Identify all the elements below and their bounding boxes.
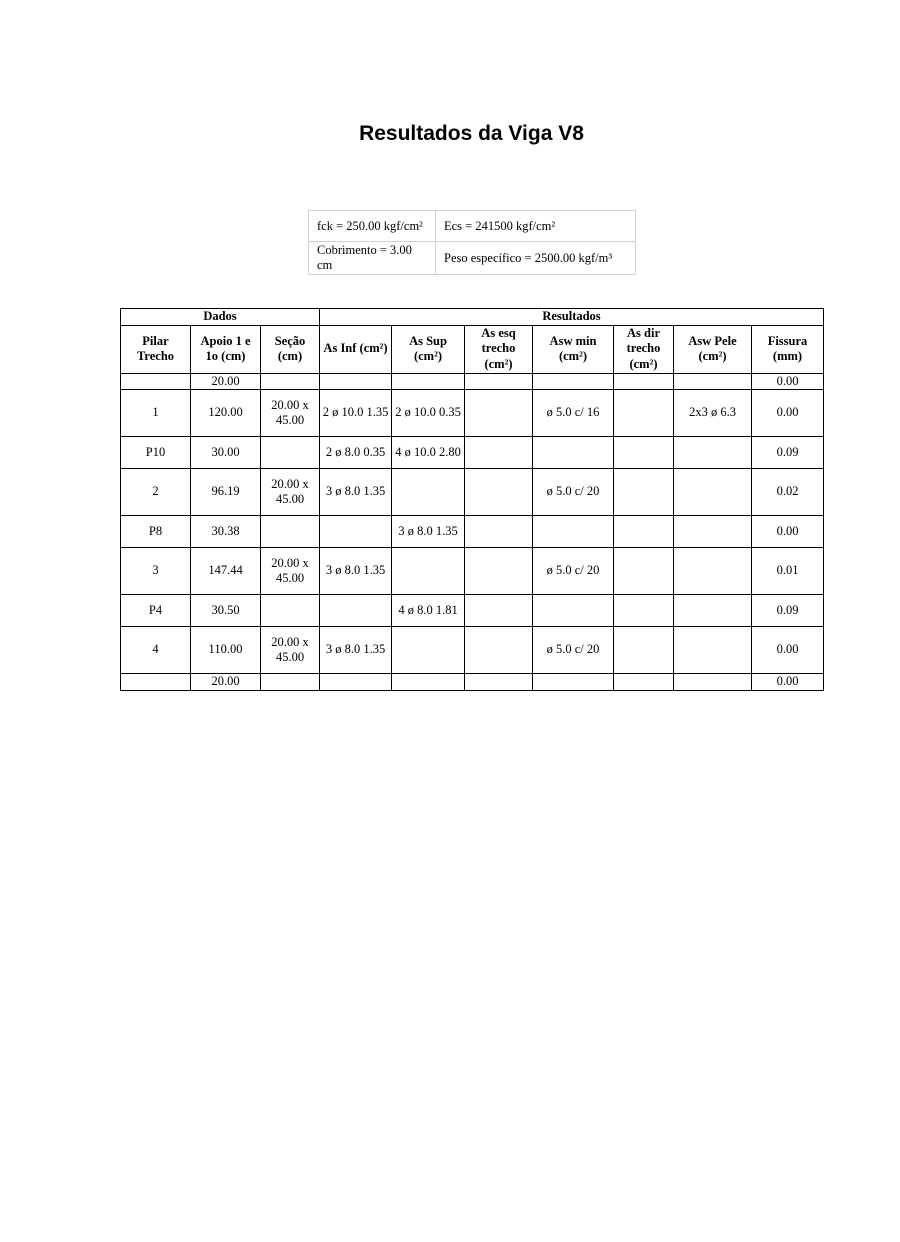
cell-apoio: 20.00 <box>191 373 261 390</box>
cell-secao <box>261 437 320 469</box>
cell-asw-min <box>533 516 614 548</box>
header-apoio: Apoio 1 e 1o (cm) <box>191 325 261 373</box>
cell-pilar: P8 <box>121 516 191 548</box>
cell-as-inf: 2 ø 10.0 1.35 <box>320 390 392 437</box>
cell-as-dir <box>614 627 674 674</box>
cell-as-esq <box>465 674 533 691</box>
cell-asw-pele: 2x3 ø 6.3 <box>674 390 752 437</box>
cell-pilar: P10 <box>121 437 191 469</box>
cell-as-esq <box>465 627 533 674</box>
cell-as-dir <box>614 373 674 390</box>
cell-as-sup: 3 ø 8.0 1.35 <box>392 516 465 548</box>
cell-apoio: 96.19 <box>191 469 261 516</box>
cell-as-dir <box>614 516 674 548</box>
cell-as-inf <box>320 674 392 691</box>
cell-as-esq <box>465 516 533 548</box>
cell-secao: 20.00 x 45.00 <box>261 390 320 437</box>
cell-asw-min: ø 5.0 c/ 20 <box>533 627 614 674</box>
cell-pilar: 1 <box>121 390 191 437</box>
table-row <box>121 516 824 548</box>
cell-asw-min: ø 5.0 c/ 20 <box>533 548 614 595</box>
cell-as-dir <box>614 674 674 691</box>
column-header-row <box>121 325 824 373</box>
group-resultados: Resultados <box>320 309 824 326</box>
cell-as-esq <box>465 469 533 516</box>
cell-asw-pele <box>674 516 752 548</box>
results-table <box>120 308 824 691</box>
cell-apoio: 120.00 <box>191 390 261 437</box>
cell-as-inf <box>320 516 392 548</box>
cell-asw-min: ø 5.0 c/ 20 <box>533 469 614 516</box>
cell-pilar: P4 <box>121 595 191 627</box>
cell-apoio: 110.00 <box>191 627 261 674</box>
peso-especifico-value: Peso específico = 2500.00 kgf/m³ <box>436 242 636 275</box>
cell-as-sup <box>392 548 465 595</box>
header-fissura: Fissura (mm) <box>752 325 824 373</box>
cell-asw-min <box>533 437 614 469</box>
cell-as-sup <box>392 627 465 674</box>
cell-secao <box>261 373 320 390</box>
cell-pilar: 4 <box>121 627 191 674</box>
table-row <box>121 390 824 437</box>
cell-as-sup: 2 ø 10.0 0.35 <box>392 390 465 437</box>
cell-asw-min <box>533 674 614 691</box>
cell-fissura: 0.00 <box>752 674 824 691</box>
cell-fissura: 0.00 <box>752 373 824 390</box>
cell-pilar <box>121 373 191 390</box>
cell-as-sup: 4 ø 8.0 1.81 <box>392 595 465 627</box>
cell-as-dir <box>614 469 674 516</box>
group-dados: Dados <box>121 309 320 326</box>
cell-secao <box>261 516 320 548</box>
cell-secao: 20.00 x 45.00 <box>261 469 320 516</box>
cell-as-inf <box>320 373 392 390</box>
cell-pilar: 3 <box>121 548 191 595</box>
cell-as-sup <box>392 469 465 516</box>
header-asw-pele: Asw Pele (cm²) <box>674 325 752 373</box>
header-asw-min: Asw min (cm²) <box>533 325 614 373</box>
cell-asw-pele <box>674 674 752 691</box>
parameters-row <box>309 242 636 275</box>
cell-fissura: 0.09 <box>752 437 824 469</box>
cell-apoio: 30.50 <box>191 595 261 627</box>
cell-secao <box>261 674 320 691</box>
cell-asw-pele <box>674 373 752 390</box>
cell-asw-min <box>533 595 614 627</box>
cell-fissura: 0.09 <box>752 595 824 627</box>
cell-asw-min <box>533 373 614 390</box>
cell-fissura: 0.00 <box>752 516 824 548</box>
group-header-row <box>121 309 824 326</box>
cell-as-dir <box>614 390 674 437</box>
table-row <box>121 595 824 627</box>
table-row <box>121 373 824 390</box>
cell-fissura: 0.00 <box>752 390 824 437</box>
page-title: Resultados da Viga V8 <box>359 122 584 145</box>
cell-as-dir <box>614 548 674 595</box>
fck-value: fck = 250.00 kgf/cm² <box>309 211 436 242</box>
table-row <box>121 674 824 691</box>
cell-pilar: 2 <box>121 469 191 516</box>
cell-asw-pele <box>674 437 752 469</box>
header-as-dir: As dir trecho (cm²) <box>614 325 674 373</box>
cell-asw-min: ø 5.0 c/ 16 <box>533 390 614 437</box>
table-row <box>121 469 824 516</box>
cell-as-dir <box>614 595 674 627</box>
cell-apoio: 30.00 <box>191 437 261 469</box>
cell-apoio: 30.38 <box>191 516 261 548</box>
header-secao: Seção (cm) <box>261 325 320 373</box>
header-pilar: Pilar Trecho <box>121 325 191 373</box>
cell-as-inf: 3 ø 8.0 1.35 <box>320 469 392 516</box>
cell-fissura: 0.01 <box>752 548 824 595</box>
cell-as-sup <box>392 674 465 691</box>
cell-asw-pele <box>674 595 752 627</box>
cell-as-esq <box>465 390 533 437</box>
cell-as-inf <box>320 595 392 627</box>
cell-asw-pele <box>674 548 752 595</box>
cell-as-esq <box>465 548 533 595</box>
cell-as-sup: 4 ø 10.0 2.80 <box>392 437 465 469</box>
cell-as-dir <box>614 437 674 469</box>
cell-secao: 20.00 x 45.00 <box>261 548 320 595</box>
cell-pilar <box>121 674 191 691</box>
ecs-value: Ecs = 241500 kgf/cm² <box>436 211 636 242</box>
header-as-sup: As Sup (cm²) <box>392 325 465 373</box>
results-body <box>121 373 824 690</box>
table-row <box>121 627 824 674</box>
cell-fissura: 0.02 <box>752 469 824 516</box>
cell-as-inf: 2 ø 8.0 0.35 <box>320 437 392 469</box>
cell-as-inf: 3 ø 8.0 1.35 <box>320 627 392 674</box>
parameters-row <box>309 211 636 242</box>
cell-as-esq <box>465 595 533 627</box>
cell-asw-pele <box>674 627 752 674</box>
cell-as-sup <box>392 373 465 390</box>
cell-asw-pele <box>674 469 752 516</box>
cobrimento-value: Cobrimento = 3.00 cm <box>309 242 436 275</box>
header-as-esq: As esq trecho (cm²) <box>465 325 533 373</box>
header-as-inf: As Inf (cm²) <box>320 325 392 373</box>
cell-apoio: 147.44 <box>191 548 261 595</box>
cell-fissura: 0.00 <box>752 627 824 674</box>
cell-secao <box>261 595 320 627</box>
cell-as-esq <box>465 437 533 469</box>
parameters-table <box>308 210 636 275</box>
cell-as-inf: 3 ø 8.0 1.35 <box>320 548 392 595</box>
table-row <box>121 437 824 469</box>
table-row <box>121 548 824 595</box>
cell-apoio: 20.00 <box>191 674 261 691</box>
cell-as-esq <box>465 373 533 390</box>
cell-secao: 20.00 x 45.00 <box>261 627 320 674</box>
